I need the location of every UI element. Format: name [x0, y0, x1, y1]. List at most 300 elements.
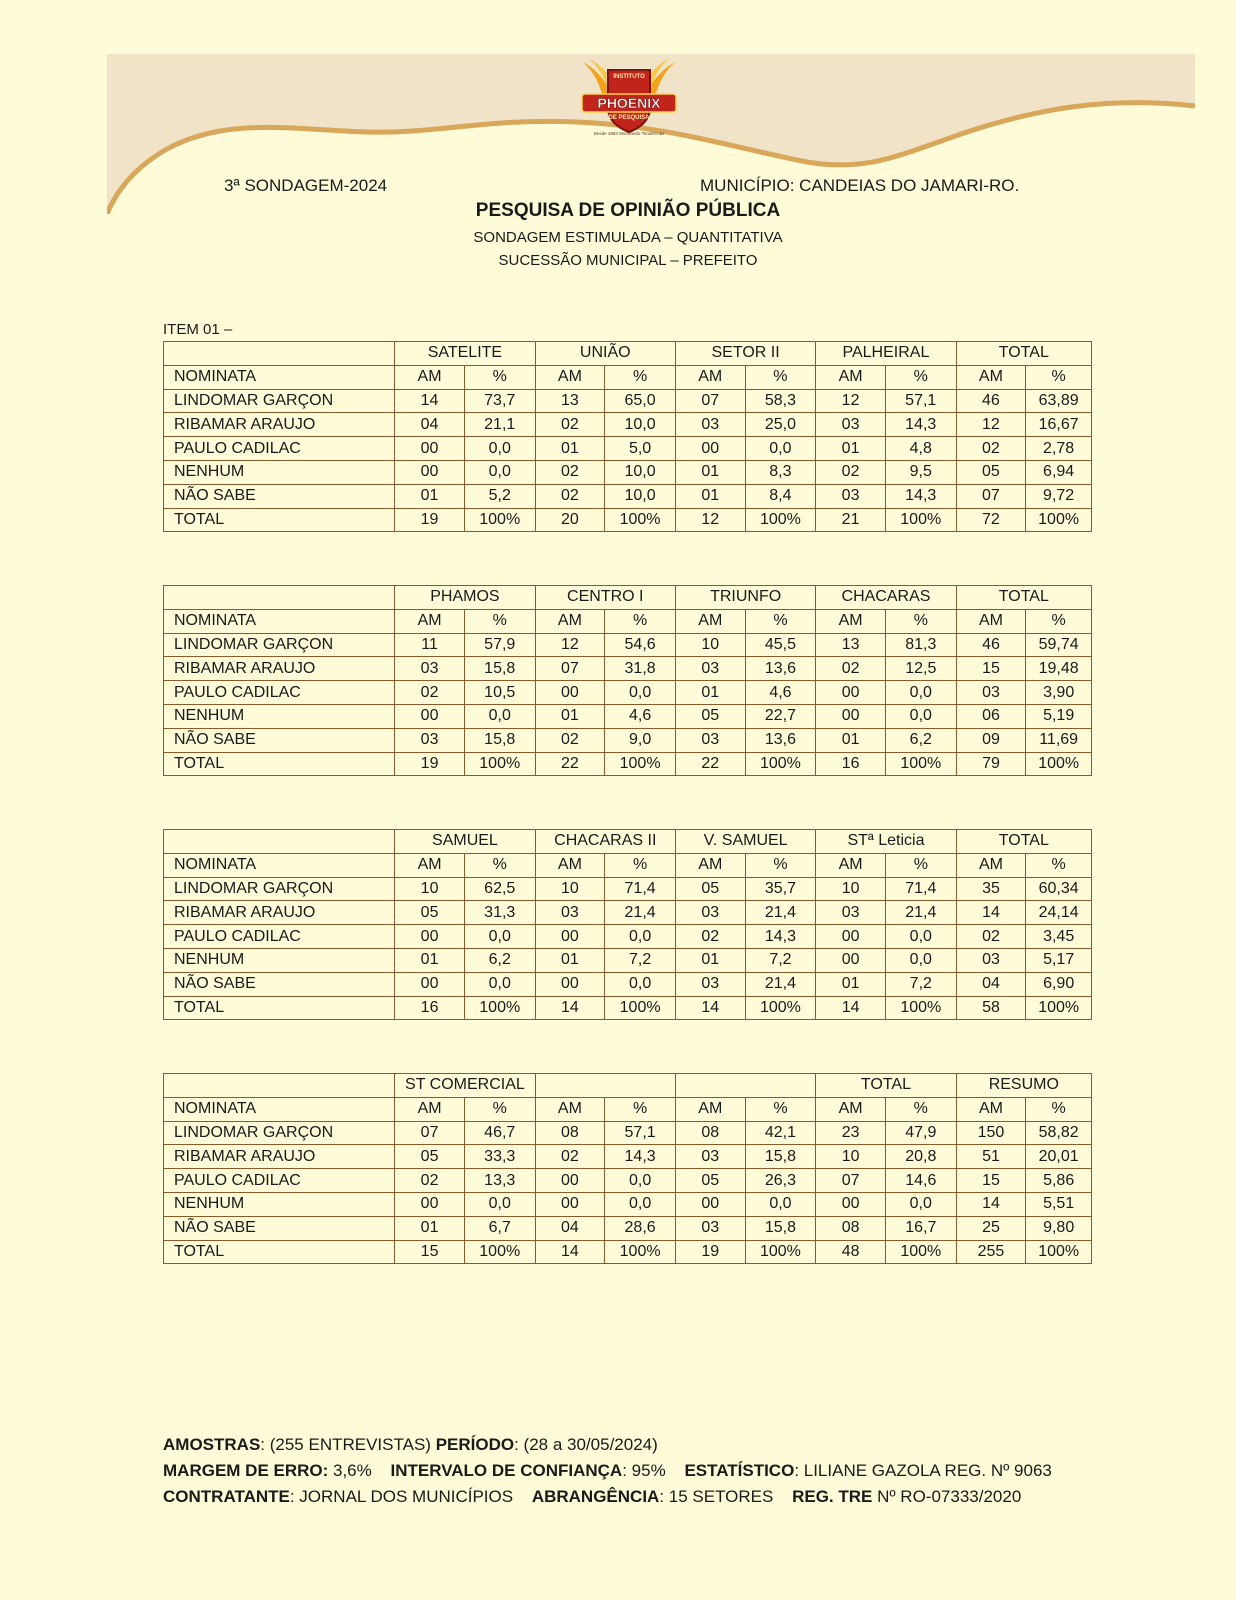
- pct-cell: 57,9: [464, 633, 535, 657]
- am-cell: 13: [535, 389, 605, 413]
- am-cell: 00: [395, 972, 465, 996]
- am-cell: 05: [395, 1145, 465, 1169]
- region-header: UNIÃO: [535, 342, 675, 366]
- header-corner-cell: [164, 342, 395, 366]
- pct-cell: 100%: [605, 1240, 676, 1264]
- pct-cell: 63,89: [1026, 389, 1092, 413]
- candidate-name: LINDOMAR GARÇON: [164, 1121, 395, 1145]
- pct-cell: %: [605, 1097, 676, 1121]
- am-cell: 20: [535, 508, 605, 532]
- table-row: [164, 1121, 1092, 1145]
- region-header: SATELITE: [395, 342, 535, 366]
- am-cell: 00: [535, 1192, 605, 1216]
- pct-cell: 71,4: [605, 877, 676, 901]
- pct-cell: 14,3: [885, 413, 956, 437]
- pct-cell: 0,0: [464, 460, 535, 484]
- pct-cell: 20,01: [1026, 1145, 1092, 1169]
- am-cell: 01: [816, 437, 886, 461]
- am-cell: 00: [816, 681, 886, 705]
- pct-cell: 31,3: [464, 901, 535, 925]
- samples-value: : (255 ENTREVISTAS): [260, 1435, 431, 1454]
- am-cell: 01: [395, 1216, 465, 1240]
- am-cell: 79: [956, 752, 1026, 776]
- pct-cell: 0,0: [885, 925, 956, 949]
- candidate-name: RIBAMAR ARAUJO: [164, 901, 395, 925]
- pct-cell: %: [745, 365, 816, 389]
- am-cell: 00: [395, 460, 465, 484]
- pct-cell: 7,2: [745, 948, 816, 972]
- am-cell: 06: [956, 704, 1026, 728]
- am-cell: 10: [535, 877, 605, 901]
- pct-cell: 7,2: [605, 948, 676, 972]
- table-row: [164, 752, 1092, 776]
- region-header: SAMUEL: [395, 830, 535, 854]
- pct-cell: 58,3: [745, 389, 816, 413]
- am-cell: 05: [675, 877, 745, 901]
- confidence-value: : 95%: [622, 1461, 666, 1480]
- am-cell: 12: [956, 413, 1026, 437]
- am-cell: AM: [675, 853, 745, 877]
- candidate-name: PAULO CADILAC: [164, 681, 395, 705]
- pct-cell: 6,90: [1026, 972, 1092, 996]
- candidate-name: LINDOMAR GARÇON: [164, 633, 395, 657]
- candidate-name: RIBAMAR ARAUJO: [164, 1145, 395, 1169]
- pct-cell: 33,3: [464, 1145, 535, 1169]
- am-cell: AM: [956, 853, 1026, 877]
- pct-cell: 81,3: [885, 633, 956, 657]
- pct-cell: 21,4: [885, 901, 956, 925]
- pct-cell: 100%: [885, 1240, 956, 1264]
- am-cell: 10: [395, 877, 465, 901]
- region-header: CENTRO I: [535, 586, 675, 610]
- pct-cell: 57,1: [605, 1121, 676, 1145]
- am-cell: 02: [535, 728, 605, 752]
- am-cell: 07: [395, 1121, 465, 1145]
- am-cell: 46: [956, 389, 1026, 413]
- pct-cell: 15,8: [745, 1145, 816, 1169]
- am-cell: 19: [395, 508, 465, 532]
- svg-text:INSTITUTO: INSTITUTO: [613, 74, 645, 80]
- am-cell: 14: [535, 996, 605, 1020]
- pct-cell: 62,5: [464, 877, 535, 901]
- candidate-name: PAULO CADILAC: [164, 437, 395, 461]
- pct-cell: 65,0: [605, 389, 676, 413]
- pct-cell: 19,48: [1026, 657, 1092, 681]
- am-cell: 07: [675, 389, 745, 413]
- pct-cell: 9,5: [885, 460, 956, 484]
- am-cell: 00: [675, 1192, 745, 1216]
- am-cell: 02: [816, 460, 886, 484]
- am-cell: 72: [956, 508, 1026, 532]
- pct-cell: 100%: [745, 996, 816, 1020]
- am-cell: 02: [956, 437, 1026, 461]
- pct-cell: %: [745, 609, 816, 633]
- pct-cell: %: [885, 1097, 956, 1121]
- candidate-name: NOMINATA: [164, 853, 395, 877]
- am-cell: 00: [816, 1192, 886, 1216]
- pct-cell: 4,8: [885, 437, 956, 461]
- pct-cell: %: [745, 853, 816, 877]
- am-cell: 01: [675, 460, 745, 484]
- pct-cell: 15,8: [464, 728, 535, 752]
- margin-value: 3,6%: [328, 1461, 372, 1480]
- am-cell: 15: [956, 657, 1026, 681]
- am-cell: 14: [956, 1192, 1026, 1216]
- pct-cell: 10,0: [605, 484, 676, 508]
- pct-cell: 9,0: [605, 728, 676, 752]
- am-cell: 00: [816, 925, 886, 949]
- pct-cell: 100%: [464, 508, 535, 532]
- am-cell: 19: [395, 752, 465, 776]
- am-cell: AM: [535, 853, 605, 877]
- pct-cell: 20,8: [885, 1145, 956, 1169]
- pct-cell: 0,0: [605, 972, 676, 996]
- am-cell: 14: [395, 389, 465, 413]
- am-cell: 03: [395, 728, 465, 752]
- candidate-name: NENHUM: [164, 460, 395, 484]
- am-cell: 03: [395, 657, 465, 681]
- pct-cell: 100%: [885, 996, 956, 1020]
- table-row: [164, 728, 1092, 752]
- candidate-name: LINDOMAR GARÇON: [164, 389, 395, 413]
- candidate-name: NENHUM: [164, 704, 395, 728]
- am-cell: 21: [816, 508, 886, 532]
- am-cell: 12: [675, 508, 745, 532]
- am-cell: 01: [816, 728, 886, 752]
- pct-cell: %: [605, 609, 676, 633]
- pct-cell: 13,6: [745, 728, 816, 752]
- am-cell: 05: [675, 1169, 745, 1193]
- am-cell: AM: [816, 609, 886, 633]
- am-cell: AM: [535, 609, 605, 633]
- region-header: [675, 1074, 815, 1098]
- am-cell: 04: [395, 413, 465, 437]
- pct-cell: %: [464, 853, 535, 877]
- am-cell: 08: [535, 1121, 605, 1145]
- pct-cell: 5,0: [605, 437, 676, 461]
- am-cell: 22: [535, 752, 605, 776]
- am-cell: AM: [956, 609, 1026, 633]
- am-cell: 00: [395, 437, 465, 461]
- contractor-label: CONTRATANTE: [163, 1487, 290, 1506]
- pct-cell: 12,5: [885, 657, 956, 681]
- pct-cell: %: [464, 365, 535, 389]
- am-cell: 01: [816, 972, 886, 996]
- am-cell: 16: [816, 752, 886, 776]
- pct-cell: 100%: [885, 508, 956, 532]
- table-row: [164, 853, 1092, 877]
- results-table: [163, 829, 1092, 1020]
- pct-cell: %: [1026, 609, 1092, 633]
- table-row: [164, 508, 1092, 532]
- pct-cell: 6,2: [885, 728, 956, 752]
- pct-cell: 0,0: [885, 948, 956, 972]
- am-cell: AM: [395, 609, 465, 633]
- pct-cell: 6,7: [464, 1216, 535, 1240]
- pct-cell: 21,4: [605, 901, 676, 925]
- pct-cell: 21,4: [745, 972, 816, 996]
- table-row: [164, 633, 1092, 657]
- pct-cell: 0,0: [885, 681, 956, 705]
- candidate-name: TOTAL: [164, 752, 395, 776]
- region-header: ST COMERCIAL: [395, 1074, 535, 1098]
- pct-cell: 59,74: [1026, 633, 1092, 657]
- pct-cell: 5,2: [464, 484, 535, 508]
- pct-cell: 0,0: [605, 1192, 676, 1216]
- am-cell: 03: [816, 413, 886, 437]
- region-header: PHAMOS: [395, 586, 535, 610]
- footer-line-3: [163, 1484, 1052, 1510]
- am-cell: AM: [956, 365, 1026, 389]
- am-cell: 16: [395, 996, 465, 1020]
- period-value: : (28 a 30/05/2024): [514, 1435, 658, 1454]
- candidate-name: RIBAMAR ARAUJO: [164, 657, 395, 681]
- region-header: CHACARAS: [816, 586, 956, 610]
- am-cell: 03: [675, 413, 745, 437]
- am-cell: 01: [675, 681, 745, 705]
- am-cell: 01: [535, 704, 605, 728]
- am-cell: 12: [535, 633, 605, 657]
- pct-cell: 21,4: [745, 901, 816, 925]
- pct-cell: 0,0: [605, 681, 676, 705]
- region-header: TRIUNFO: [675, 586, 815, 610]
- pct-cell: 0,0: [885, 1192, 956, 1216]
- table-row: [164, 484, 1092, 508]
- am-cell: 08: [675, 1121, 745, 1145]
- am-cell: 07: [816, 1169, 886, 1193]
- am-cell: 14: [816, 996, 886, 1020]
- pct-cell: 5,51: [1026, 1192, 1092, 1216]
- table-row: [164, 877, 1092, 901]
- pct-cell: 13,3: [464, 1169, 535, 1193]
- period-label: PERÍODO: [435, 1435, 515, 1454]
- pct-cell: 11,69: [1026, 728, 1092, 752]
- table-row: [164, 437, 1092, 461]
- pct-cell: 0,0: [605, 1169, 676, 1193]
- pct-cell: 100%: [1026, 752, 1092, 776]
- header-corner-cell: [164, 586, 395, 610]
- footer-line-2: [163, 1458, 1052, 1484]
- pct-cell: 100%: [464, 1240, 535, 1264]
- pct-cell: 14,3: [605, 1145, 676, 1169]
- svg-text:Desde 1994 Mostrando Tendência: Desde 1994 Mostrando Tendências: [593, 131, 665, 136]
- am-cell: 00: [395, 1192, 465, 1216]
- pct-cell: 14,3: [745, 925, 816, 949]
- pct-cell: 60,34: [1026, 877, 1092, 901]
- results-table: [163, 341, 1092, 532]
- am-cell: 01: [535, 948, 605, 972]
- am-cell: 02: [395, 681, 465, 705]
- pct-cell: 100%: [605, 996, 676, 1020]
- am-cell: 01: [675, 948, 745, 972]
- am-cell: 51: [956, 1145, 1026, 1169]
- table-row: [164, 1192, 1092, 1216]
- region-header-row: [164, 586, 1092, 610]
- pct-cell: 16,7: [885, 1216, 956, 1240]
- am-cell: 02: [535, 1145, 605, 1169]
- candidate-name: RIBAMAR ARAUJO: [164, 413, 395, 437]
- pct-cell: 0,0: [605, 925, 676, 949]
- pct-cell: %: [1026, 365, 1092, 389]
- pct-cell: 6,94: [1026, 460, 1092, 484]
- table-row: [164, 948, 1092, 972]
- am-cell: 00: [535, 681, 605, 705]
- statistician-value: : LILIANE GAZOLA REG. Nº 9063: [794, 1461, 1052, 1480]
- am-cell: 58: [956, 996, 1026, 1020]
- candidate-name: NOMINATA: [164, 1097, 395, 1121]
- candidate-name: PAULO CADILAC: [164, 925, 395, 949]
- candidate-name: PAULO CADILAC: [164, 1169, 395, 1193]
- am-cell: 02: [816, 657, 886, 681]
- pct-cell: 100%: [464, 996, 535, 1020]
- pct-cell: 15,8: [745, 1216, 816, 1240]
- svg-text:PHOENIX: PHOENIX: [597, 95, 661, 111]
- am-cell: 05: [675, 704, 745, 728]
- am-cell: 00: [816, 704, 886, 728]
- candidate-name: NOMINATA: [164, 609, 395, 633]
- am-cell: 13: [816, 633, 886, 657]
- am-cell: 15: [395, 1240, 465, 1264]
- pct-cell: 5,86: [1026, 1169, 1092, 1193]
- am-cell: AM: [675, 365, 745, 389]
- am-cell: 10: [816, 877, 886, 901]
- scope-label: ABRANGÊNCIA: [531, 1487, 660, 1506]
- am-cell: 14: [535, 1240, 605, 1264]
- pct-cell: 9,72: [1026, 484, 1092, 508]
- pct-cell: 8,3: [745, 460, 816, 484]
- pct-cell: %: [605, 853, 676, 877]
- table-row: [164, 609, 1092, 633]
- region-header: TOTAL: [956, 586, 1091, 610]
- table-row: [164, 704, 1092, 728]
- am-cell: 03: [675, 1216, 745, 1240]
- region-header: TOTAL: [956, 830, 1091, 854]
- pct-cell: 24,14: [1026, 901, 1092, 925]
- am-cell: 15: [956, 1169, 1026, 1193]
- confidence-label: INTERVALO DE CONFIANÇA: [390, 1461, 623, 1480]
- header-corner-cell: [164, 830, 395, 854]
- table-row: [164, 996, 1092, 1020]
- am-cell: 03: [675, 1145, 745, 1169]
- pct-cell: 14,3: [885, 484, 956, 508]
- am-cell: 02: [956, 925, 1026, 949]
- table-row: [164, 925, 1092, 949]
- pct-cell: 0,0: [464, 704, 535, 728]
- region-header: RESUMO: [956, 1074, 1091, 1098]
- table-row: [164, 972, 1092, 996]
- am-cell: 01: [395, 484, 465, 508]
- results-table: [163, 585, 1092, 776]
- am-cell: 48: [816, 1240, 886, 1264]
- pct-cell: 21,1: [464, 413, 535, 437]
- am-cell: 02: [535, 484, 605, 508]
- am-cell: 02: [535, 413, 605, 437]
- tre-value: Nº RO-07333/2020: [872, 1487, 1022, 1506]
- am-cell: 03: [816, 901, 886, 925]
- page-subtitle-1: SONDAGEM ESTIMULADA – QUANTITATIVA: [473, 229, 783, 246]
- pct-cell: 0,0: [464, 437, 535, 461]
- pct-cell: 10,0: [605, 460, 676, 484]
- region-header: V. SAMUEL: [675, 830, 815, 854]
- am-cell: 03: [675, 657, 745, 681]
- candidate-name: NÃO SABE: [164, 972, 395, 996]
- table-row: [164, 901, 1092, 925]
- am-cell: 255: [956, 1240, 1026, 1264]
- pct-cell: %: [745, 1097, 816, 1121]
- am-cell: 01: [535, 437, 605, 461]
- candidate-name: NENHUM: [164, 948, 395, 972]
- am-cell: 02: [535, 460, 605, 484]
- am-cell: 05: [956, 460, 1026, 484]
- pct-cell: 42,1: [745, 1121, 816, 1145]
- pct-cell: %: [464, 609, 535, 633]
- am-cell: 02: [675, 925, 745, 949]
- pct-cell: %: [885, 609, 956, 633]
- table-row: [164, 460, 1092, 484]
- pct-cell: 7,2: [885, 972, 956, 996]
- pct-cell: %: [605, 365, 676, 389]
- am-cell: 23: [816, 1121, 886, 1145]
- am-cell: AM: [395, 853, 465, 877]
- am-cell: 46: [956, 633, 1026, 657]
- am-cell: 08: [816, 1216, 886, 1240]
- pct-cell: %: [1026, 853, 1092, 877]
- am-cell: 03: [675, 728, 745, 752]
- am-cell: 04: [956, 972, 1026, 996]
- am-cell: 04: [535, 1216, 605, 1240]
- pct-cell: 10,5: [464, 681, 535, 705]
- pct-cell: 14,6: [885, 1169, 956, 1193]
- am-cell: 19: [675, 1240, 745, 1264]
- am-cell: 07: [535, 657, 605, 681]
- pct-cell: %: [885, 365, 956, 389]
- pct-cell: 0,0: [745, 437, 816, 461]
- table-row: [164, 365, 1092, 389]
- candidate-name: NENHUM: [164, 1192, 395, 1216]
- candidate-name: TOTAL: [164, 1240, 395, 1264]
- candidate-name: NÃO SABE: [164, 484, 395, 508]
- am-cell: 25: [956, 1216, 1026, 1240]
- header-corner-cell: [164, 1074, 395, 1098]
- table-row: [164, 681, 1092, 705]
- am-cell: AM: [816, 853, 886, 877]
- pct-cell: 9,80: [1026, 1216, 1092, 1240]
- region-header: TOTAL: [816, 1074, 956, 1098]
- pct-cell: 100%: [1026, 1240, 1092, 1264]
- pct-cell: 4,6: [605, 704, 676, 728]
- pct-cell: 5,17: [1026, 948, 1092, 972]
- pct-cell: 58,82: [1026, 1121, 1092, 1145]
- candidate-name: NÃO SABE: [164, 1216, 395, 1240]
- pct-cell: 26,3: [745, 1169, 816, 1193]
- statistician-label: ESTATÍSTICO: [684, 1461, 795, 1480]
- region-header-row: [164, 342, 1092, 366]
- phoenix-logo: [574, 56, 684, 138]
- tre-label: REG. TRE: [792, 1487, 873, 1506]
- pct-cell: 100%: [464, 752, 535, 776]
- am-cell: 02: [395, 1169, 465, 1193]
- am-cell: 00: [535, 972, 605, 996]
- margin-label: MARGEM DE ERRO:: [163, 1461, 329, 1480]
- am-cell: 03: [956, 681, 1026, 705]
- region-header: STª Leticia: [816, 830, 956, 854]
- am-cell: 14: [675, 996, 745, 1020]
- footer-line-1: [163, 1432, 1052, 1458]
- am-cell: AM: [816, 365, 886, 389]
- municipality: MUNICÍPIO: CANDEIAS DO JAMARI-RO.: [700, 176, 1020, 195]
- pct-cell: 8,4: [745, 484, 816, 508]
- pct-cell: %: [464, 1097, 535, 1121]
